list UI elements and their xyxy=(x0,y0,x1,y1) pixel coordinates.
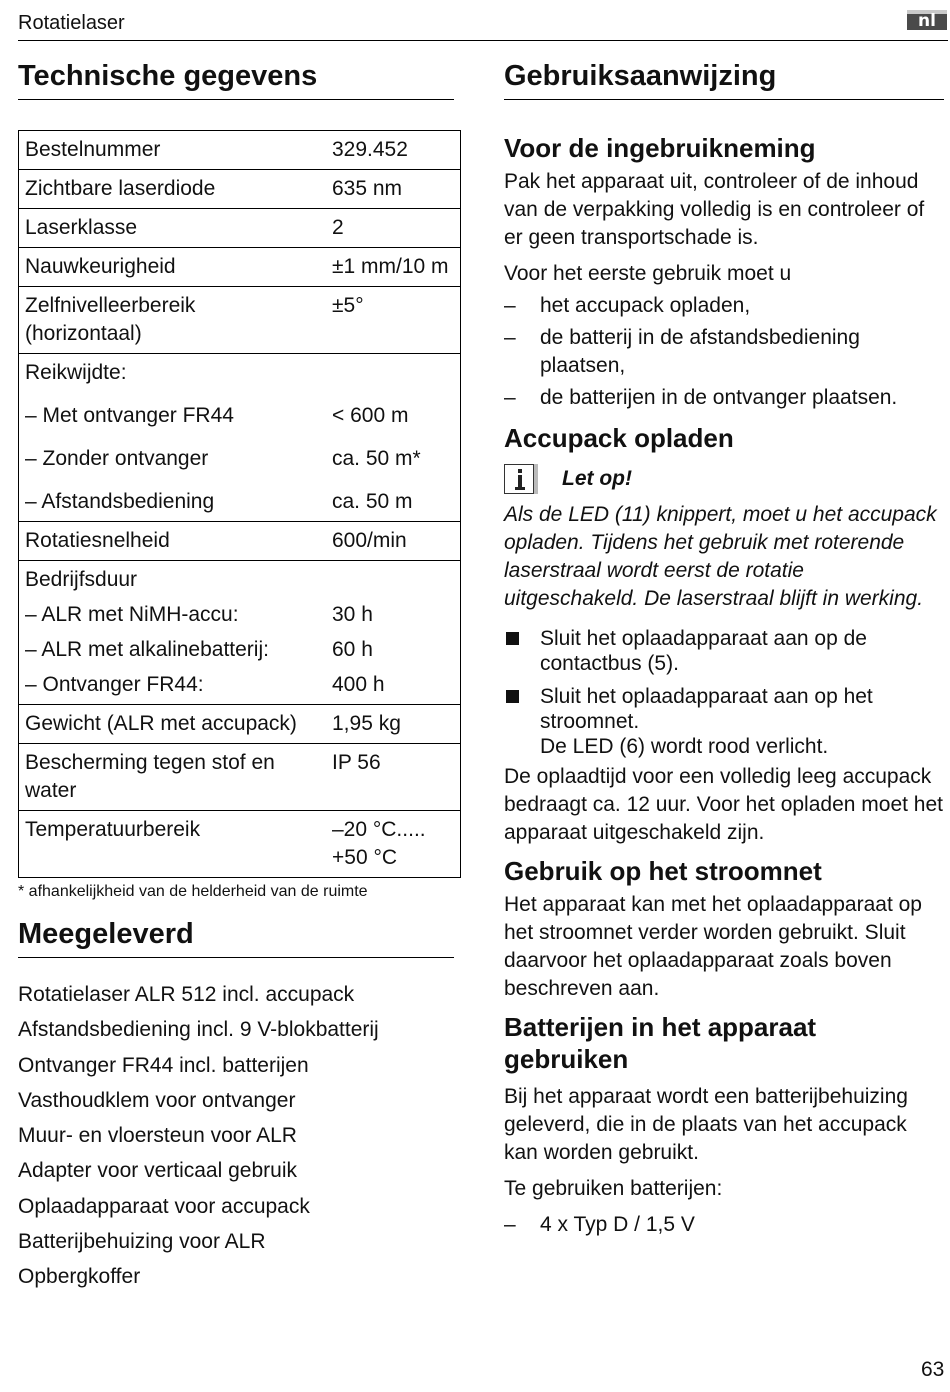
bullet-list xyxy=(504,626,944,759)
spec-sub-value: < 600 m xyxy=(332,404,409,427)
spec-table xyxy=(18,130,461,878)
section-heading-line: gebruiken xyxy=(504,1044,629,1074)
spec-sub-label: – Ontvanger FR44: xyxy=(25,673,204,696)
page-number: 63 xyxy=(921,1358,945,1381)
spec-label-line: Bescherming tegen stof en xyxy=(25,751,275,774)
list-item: Adapter voor verticaal gebruik xyxy=(18,1159,297,1183)
spec-value xyxy=(326,811,461,878)
spec-sub-value: 30 h xyxy=(332,603,373,626)
spec-value xyxy=(326,561,461,705)
spec-label: Gewicht (ALR met accupack) xyxy=(19,705,327,744)
square-bullet-icon xyxy=(506,632,519,645)
list-item-text: de batterij in de afstandsbediening plaatsen, xyxy=(540,326,860,377)
spec-sub-value: ca. 50 m xyxy=(332,490,413,513)
spec-sub-value: ca. 50 m* xyxy=(332,447,421,470)
info-icon xyxy=(504,464,534,494)
tech-specs-heading: Technische gegevens xyxy=(18,58,454,100)
list-item: Vasthoudklem voor ontvanger xyxy=(18,1088,296,1112)
spec-value: 635 nm xyxy=(326,170,461,209)
language-badge: nl xyxy=(907,10,947,30)
spec-value: 600/min xyxy=(326,522,461,561)
table-row xyxy=(19,811,461,878)
spec-value: ±5° xyxy=(326,287,461,354)
paragraph: Het apparaat kan met het oplaadapparaat op het stroomnet verder worden gebruikt. Sluit daarvoor het oplaadapparaat zoals boven beschreven aan. xyxy=(504,893,922,1000)
spec-label: Nauwkeurigheid xyxy=(19,248,327,287)
list-item: Oplaadapparaat voor accupack xyxy=(18,1194,310,1218)
spec-sub-label: – Afstandsbediening xyxy=(25,490,215,513)
table-row xyxy=(19,209,461,248)
spec-value: IP 56 xyxy=(326,744,461,811)
spec-label-line: (horizontaal) xyxy=(25,322,142,345)
header-rule xyxy=(18,40,948,41)
table-row xyxy=(19,170,461,209)
spec-label xyxy=(19,744,327,811)
spec-value xyxy=(326,354,461,522)
spec-value: ±1 mm/10 m xyxy=(326,248,461,287)
table-row xyxy=(19,287,461,354)
list-item: – het accupack opladen, xyxy=(504,294,751,317)
table-row xyxy=(19,131,461,170)
list-item xyxy=(504,684,944,759)
spec-label-line: water xyxy=(25,779,77,802)
spec-sub-label: – Zonder ontvanger xyxy=(25,447,209,470)
list-item xyxy=(504,626,944,676)
info-icon-shadow xyxy=(534,464,538,494)
spec-label: Laserklasse xyxy=(19,209,327,248)
paragraph: Te gebruiken batterijen: xyxy=(504,1177,723,1200)
note-text: Als de LED (11) knippert, moet u het accupack opladen. Tijdens het gebruik met roterende laserstraal wordt eerst de rotatie uitgeschakeld. De laserstraal blijft in werking. xyxy=(504,503,937,610)
table-row xyxy=(19,561,461,705)
list-item: Rotatielaser ALR 512 incl. accupack xyxy=(18,983,355,1006)
list-item: – de batterij in de afstandsbediening plaatsen, xyxy=(504,326,860,377)
list-item: Muur- en vloersteun voor ALR xyxy=(18,1124,297,1148)
spec-value-line: +50 °C xyxy=(332,846,398,869)
spec-value: 1,95 kg xyxy=(326,705,461,744)
list-item: – 4 x Typ D / 1,5 V xyxy=(504,1213,695,1236)
square-bullet-icon xyxy=(506,690,519,703)
spec-value: 329.452 xyxy=(326,131,461,170)
section-heading-line: Batterijen in het apparaat xyxy=(504,1012,817,1042)
included-heading: Meegeleverd xyxy=(18,916,454,958)
included-list xyxy=(18,977,464,1295)
right-column xyxy=(504,58,944,1239)
section-heading-charging: Accupack opladen xyxy=(504,423,734,453)
spec-label xyxy=(19,287,327,354)
list-item-text: de batterijen in de ontvanger plaatsen. xyxy=(540,386,898,409)
spec-sub-label: – Met ontvanger FR44 xyxy=(25,404,234,427)
list-item: Afstandsbediening incl. 9 V-blokbatterij xyxy=(18,1018,379,1042)
list-item-line: De LED (6) wordt rood verlicht. xyxy=(540,735,829,758)
list-item-line: contactbus (5). xyxy=(540,652,679,675)
spec-group-title: Reikwijdte: xyxy=(25,361,127,384)
paragraph: De oplaadtijd voor een volledig leeg accupack bedraagt ca. 12 uur. Voor het opladen moet het apparaat uitgeschakeld zijn. xyxy=(504,765,943,844)
list-item: Batterijbehuizing voor ALR xyxy=(18,1230,266,1254)
dash-list xyxy=(504,1211,944,1239)
list-item-text: 4 x Typ D / 1,5 V xyxy=(540,1213,695,1236)
table-row xyxy=(19,744,461,811)
list-item: – de batterijen in de ontvanger plaatsen. xyxy=(504,386,898,409)
list-item-line: Sluit het oplaadapparaat aan op de xyxy=(540,627,867,650)
spec-value: 2 xyxy=(326,209,461,248)
section-heading-preparation: Voor de ingebruikneming xyxy=(504,133,816,163)
spec-sub-label: – ALR met NiMH-accu: xyxy=(25,603,239,626)
spec-sub-value: 60 h xyxy=(332,638,373,661)
list-item: Opbergkoffer xyxy=(18,1265,141,1289)
note-title: Let op! xyxy=(562,467,632,490)
spec-label-line: Zelfnivelleerbereik xyxy=(25,294,196,317)
dash-list xyxy=(504,292,944,412)
spec-sub-value: 400 h xyxy=(332,673,385,696)
table-row xyxy=(19,705,461,744)
spec-value-line: –20 °C..... xyxy=(332,818,426,841)
list-item-line: Sluit het oplaadapparaat aan op het xyxy=(540,685,873,708)
spec-label: Bestelnummer xyxy=(19,131,327,170)
list-item: Ontvanger FR44 incl. batterijen xyxy=(18,1053,309,1077)
paragraph: Voor het eerste gebruik moet u xyxy=(504,262,792,285)
spec-label xyxy=(19,354,327,522)
list-item-line: stroomnet. xyxy=(540,710,640,733)
section-heading-batteries xyxy=(504,1011,944,1075)
spec-label: Temperatuurbereik xyxy=(25,818,201,841)
running-header: Rotatielaser xyxy=(18,12,125,34)
note-callout xyxy=(504,464,944,494)
spec-label: Rotatiesnelheid xyxy=(19,522,327,561)
spec-label: Zichtbare laserdiode xyxy=(19,170,327,209)
table-row xyxy=(19,522,461,561)
section-heading-mains: Gebruik op het stroomnet xyxy=(504,856,822,886)
paragraph: Pak het apparaat uit, controleer of de inhoud van de verpakking volledig is en controleer of er geen transportschade is. xyxy=(504,170,925,249)
list-item-text: het accupack opladen, xyxy=(540,294,751,317)
spec-label xyxy=(19,561,327,705)
table-row xyxy=(19,248,461,287)
paragraph: Bij het apparaat wordt een batterijbehuizing geleverd, die in de plaats van het accupack kan worden gebruikt. xyxy=(504,1085,908,1164)
left-column xyxy=(18,58,464,1295)
instructions-heading: Gebruiksaanwijzing xyxy=(504,58,944,100)
spec-group-title: Bedrijfsduur xyxy=(25,568,138,591)
spec-sub-label: – ALR met alkalinebatterij: xyxy=(25,638,269,661)
table-row xyxy=(19,354,461,522)
table-footnote: * afhankelijkheid van de helderheid van de ruimte xyxy=(18,883,368,900)
